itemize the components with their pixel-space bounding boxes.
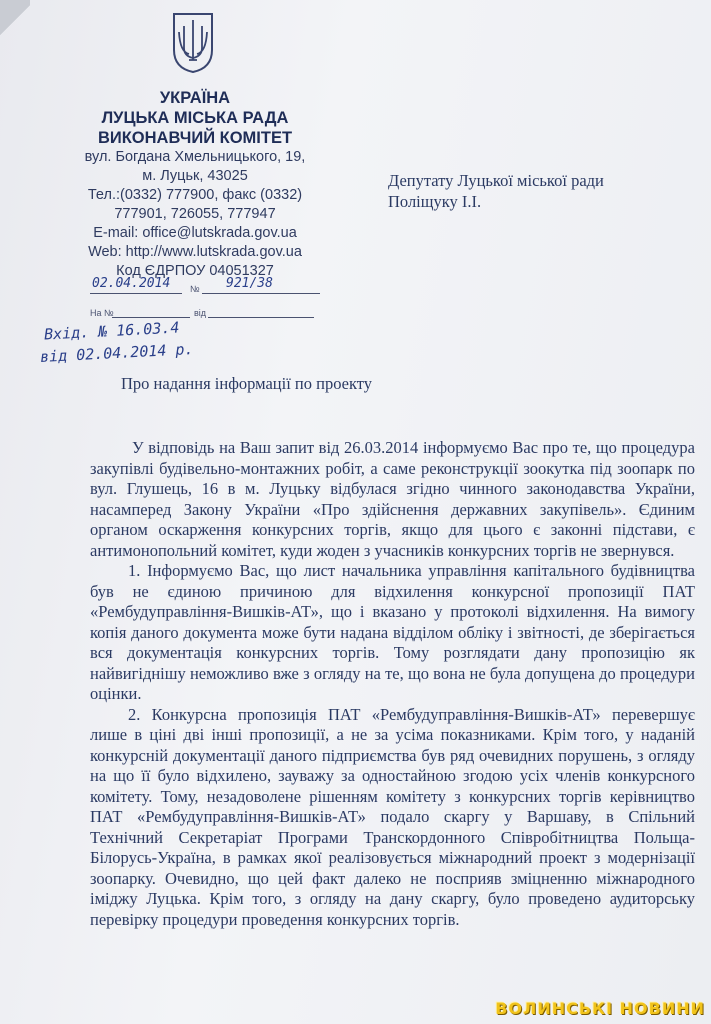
incoming-date-note: від 02.04.2014 р.	[39, 339, 194, 367]
registration-date-line	[90, 293, 182, 294]
letterhead-committee: ВИКОНАВЧИЙ КОМІТЕТ	[97, 129, 293, 147]
incoming-number-note: Вхід. № 16.03.4	[43, 318, 180, 344]
body-paragraph-1: У відповідь на Ваш запит від 26.03.2014 інформуємо Вас про те, що процедура закупівлі будівельно-монтажних робіт, а саме реконструкції зоокутка під зоопарк по вул. Глушець, 16 в м. Луцьку відбулася згідно чинного законодавства України, насамперед Закону України «Про здійснення державних закупівель». Єдиним органом оскарження конкурсних торгів, якщо для цього є законні підстави, є антимонопольний комітет, куди жоден з учасників конкурсних торгів не звернувся.	[90, 438, 695, 560]
letterhead-web: Web: http://www.lutskrada.gov.ua	[88, 244, 302, 260]
body-paragraph-3: 2. Конкурсна пропозиція ПАТ «Рембудуправління-Вишків-АТ» перевершує лише в ціні дві інші пропозиції, а не за усіма показниками. Крім того, у наданій конкурсній документації даного підприємства був ряд очевидних порушень, з огляду на що її було відхилено, зауважу за одностайною згодою усіх членів конкурсного комітету. Тому, незадоволене рішенням комітету з конкурсних торгів керівництво ПАТ «Рембудуправління-Вишків-АТ» подало скаргу у Варшаву, в Спільний Технічний Секретаріат Програми Транскордонного Співробітництва Польща-Білорусь-Україна, в рамках якої реалізовується міжнародний проект з модернізації зоопарку. Очевидно, що цей факт далеко не посприяв зміцненню міжнародного іміджу Луцька. Крім того, з огляду на дану скаргу, було проведено аудиторську перевірку процедури проведення конкурсних торгів.	[90, 704, 695, 929]
reply-date-line	[208, 317, 314, 318]
reply-number-label: На №	[90, 308, 114, 318]
body-paragraph-2: 1. Інформуємо Вас, що лист начальника управління капітального будівництва був не єдиною причиною для відхилення конкурсної пропозиції ПАТ «Рембудуправління-Вишків-АТ», що і вказано у протоколі відхилення. На вимогу копія даного документа може бути надана відділом обліку і звітності, де зберігається вся документація конкурсних торгів. Тому розглядати дану пропозицію як найвигіднішу неможливо вже з огляду на те, що вона не була допущена до процедури оцінки.	[90, 561, 695, 703]
registration-number-label: №	[190, 284, 200, 294]
reply-date-label: від	[194, 308, 207, 318]
registration-number-line	[202, 293, 320, 294]
registration-date: 02.04.2014	[92, 276, 171, 291]
addressee-line2: Поліщуку І.І.	[388, 192, 482, 211]
letterhead-country: УКРАЇНА	[159, 89, 231, 107]
letterhead-council: ЛУЦЬКА МІСЬКА РАДА	[101, 109, 289, 127]
letterhead-edrpou: Код ЄДРПОУ 04051327	[116, 263, 274, 279]
page-fold-shadow	[0, 0, 30, 40]
letterhead-phone-line1: Тел.:(0332) 777900, факс (0332)	[87, 187, 303, 203]
registration-number: 921/38	[226, 276, 273, 291]
letter-body	[90, 438, 695, 930]
letterhead-phone-line2: 777901, 726055, 777947	[114, 206, 276, 222]
letterhead	[60, 88, 330, 281]
trident-coat-of-arms-icon	[171, 12, 215, 74]
letterhead-address-line1: вул. Богдана Хмельницького, 19,	[84, 149, 306, 165]
letterhead-address-line2: м. Луцьк, 43025	[142, 168, 248, 184]
addressee-block	[388, 170, 688, 212]
watermark-logo: ВОЛИНСЬКІ НОВИНИ	[495, 999, 705, 1018]
letter-subject: Про надання інформації по проекту	[121, 374, 373, 393]
addressee-line1: Депутату Луцької міської ради	[388, 171, 604, 190]
letterhead-email: E-mail: office@lutskrada.gov.ua	[93, 225, 297, 241]
